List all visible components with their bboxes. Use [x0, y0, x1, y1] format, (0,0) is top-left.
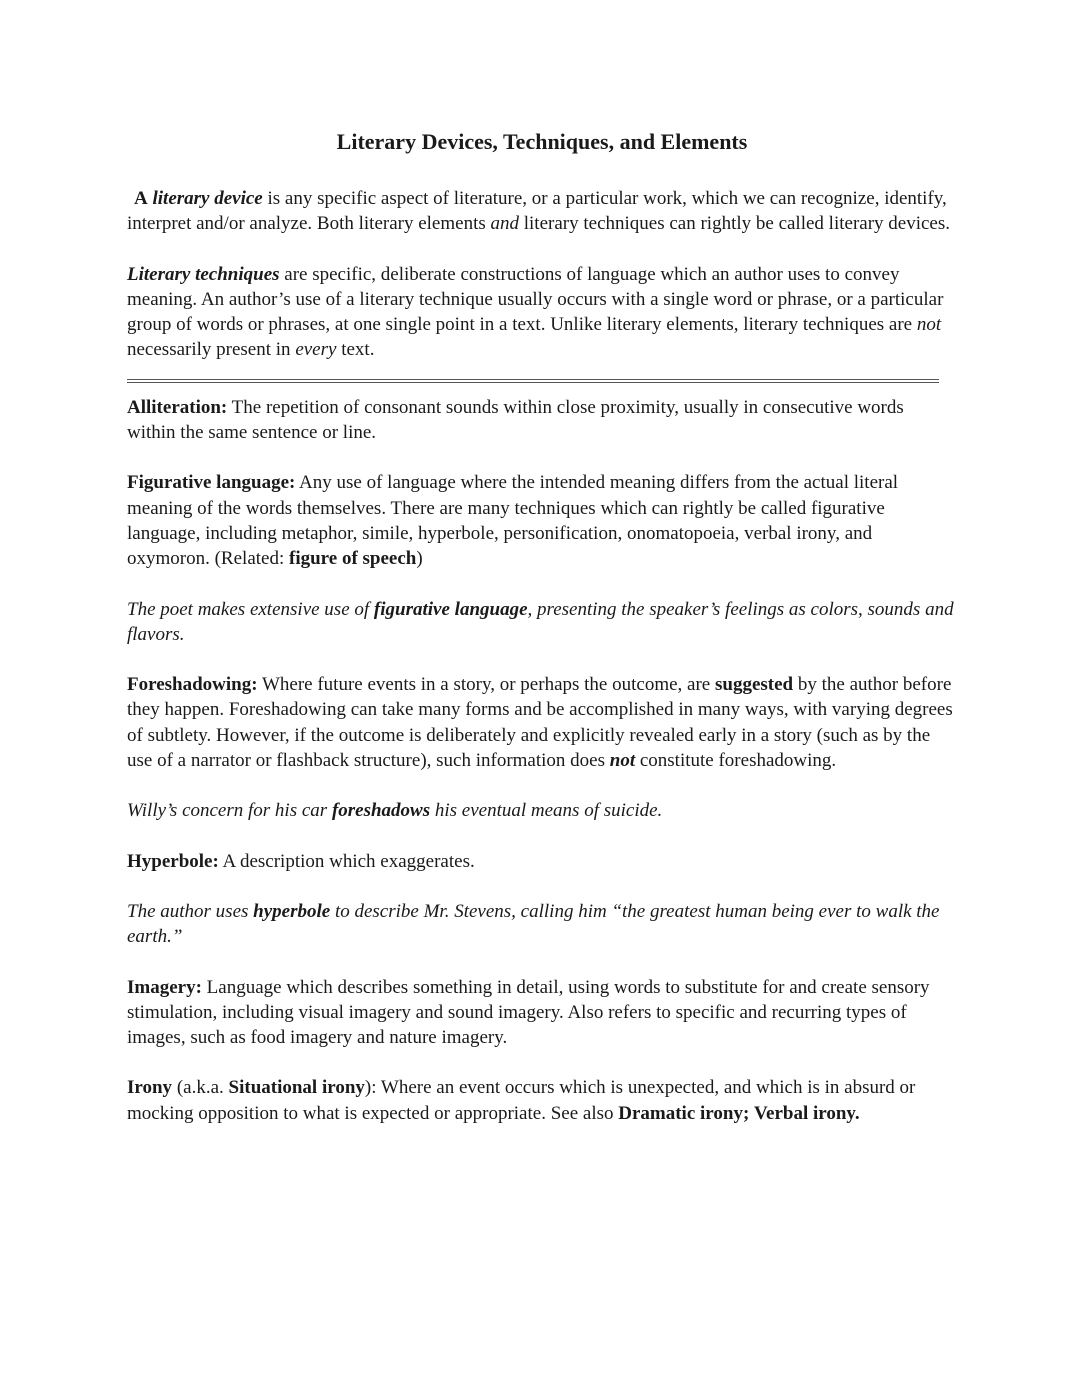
- entry-foreshadowing: Foreshadowing: Where future events in a story, or perhaps the outcome, are suggested by the author before they happen. Foreshadowing can take many forms and be accomplished in many ways, with varying degrees of subtlety. However, if the outcome is deliberately and explicitly revealed early in a story (such as by the use of a narrator or flashback structure), such information does not constitute foreshadowing.: [127, 674, 953, 772]
- term-literary-techniques: Literary techniques: [127, 263, 280, 285]
- term-imagery: Imagery:: [127, 976, 202, 998]
- entry-figurative-language: Figurative language: Any use of language where the intended meaning differs from the actual literal meaning of the words themselves. There are many techniques which can rightly be called figurative language, including metaphor, simile, hyperbole, personification, onomatopoeia, verbal irony, and oxymoron. (Related: figure of speech): [127, 472, 899, 570]
- related-figure-of-speech: figure of speech: [289, 548, 417, 570]
- term-hyperbole: Hyperbole:: [127, 850, 219, 872]
- example-hyperbole: The author uses hyperbole to describe Mr. Stevens, calling him “the greatest human being ever to walk the earth.”: [127, 900, 940, 948]
- term-irony: Irony: [127, 1077, 173, 1099]
- page-title: Literary Devices, Techniques, and Elements: [336, 129, 748, 154]
- term-figurative-language: Figurative language:: [127, 472, 296, 494]
- intro-a: A: [134, 188, 148, 209]
- entry-imagery: Imagery: Language which describes something in detail, using words to substitute for and create sensory stimulation, including visual imagery and sound imagery. Also refers to specific and recurring types of images, such as food imagery and nature imagery.: [127, 976, 930, 1049]
- example-foreshadowing: Willy’s concern for his car foreshadows his eventual means of suicide.: [127, 800, 663, 822]
- entry-irony: Irony (a.k.a. Situational irony): Where an event occurs which is unexpected, and which is in absurd or mocking opposition to what is expected or appropriate. See also Dramatic irony; Verbal irony.: [127, 1077, 916, 1124]
- see-dramatic-irony: Dramatic irony;: [618, 1102, 750, 1124]
- term-foreshadowing: Foreshadowing:: [127, 674, 258, 696]
- term-situational-irony: Situational irony: [228, 1077, 365, 1099]
- document-page: [127, 128, 957, 1126]
- example-figurative-language: The poet makes extensive use of figurative language, presenting the speaker’s feelings as colors, sounds and flavors.: [127, 598, 954, 645]
- double-rule-divider: [127, 379, 939, 383]
- entry-hyperbole: Hyperbole: A description which exaggerates.: [127, 850, 475, 872]
- entry-alliteration: Alliteration: The repetition of consonant sounds within close proximity, usually in consecutive words within the same sentence or line.: [127, 396, 904, 444]
- see-verbal-irony: Verbal irony.: [754, 1102, 860, 1124]
- term-alliteration: Alliteration:: [127, 396, 228, 418]
- term-literary-device: literary device: [152, 188, 263, 209]
- intro-literary-device: A literary device is any specific aspect of literature, or a particular work, which we can recognize, identify, interpret and/or analyze. Both literary elements and literary techniques can rightly be called literary devices.: [127, 188, 951, 235]
- intro-literary-techniques: Literary techniques are specific, deliberate constructions of language which an author uses to convey meaning. An author’s use of a literary technique usually occurs with a single word or phrase, or a particular group of words or phrases, at one single point in a text. Unlike literary elements, literary techniques are not necessarily present in every text.: [127, 263, 944, 361]
